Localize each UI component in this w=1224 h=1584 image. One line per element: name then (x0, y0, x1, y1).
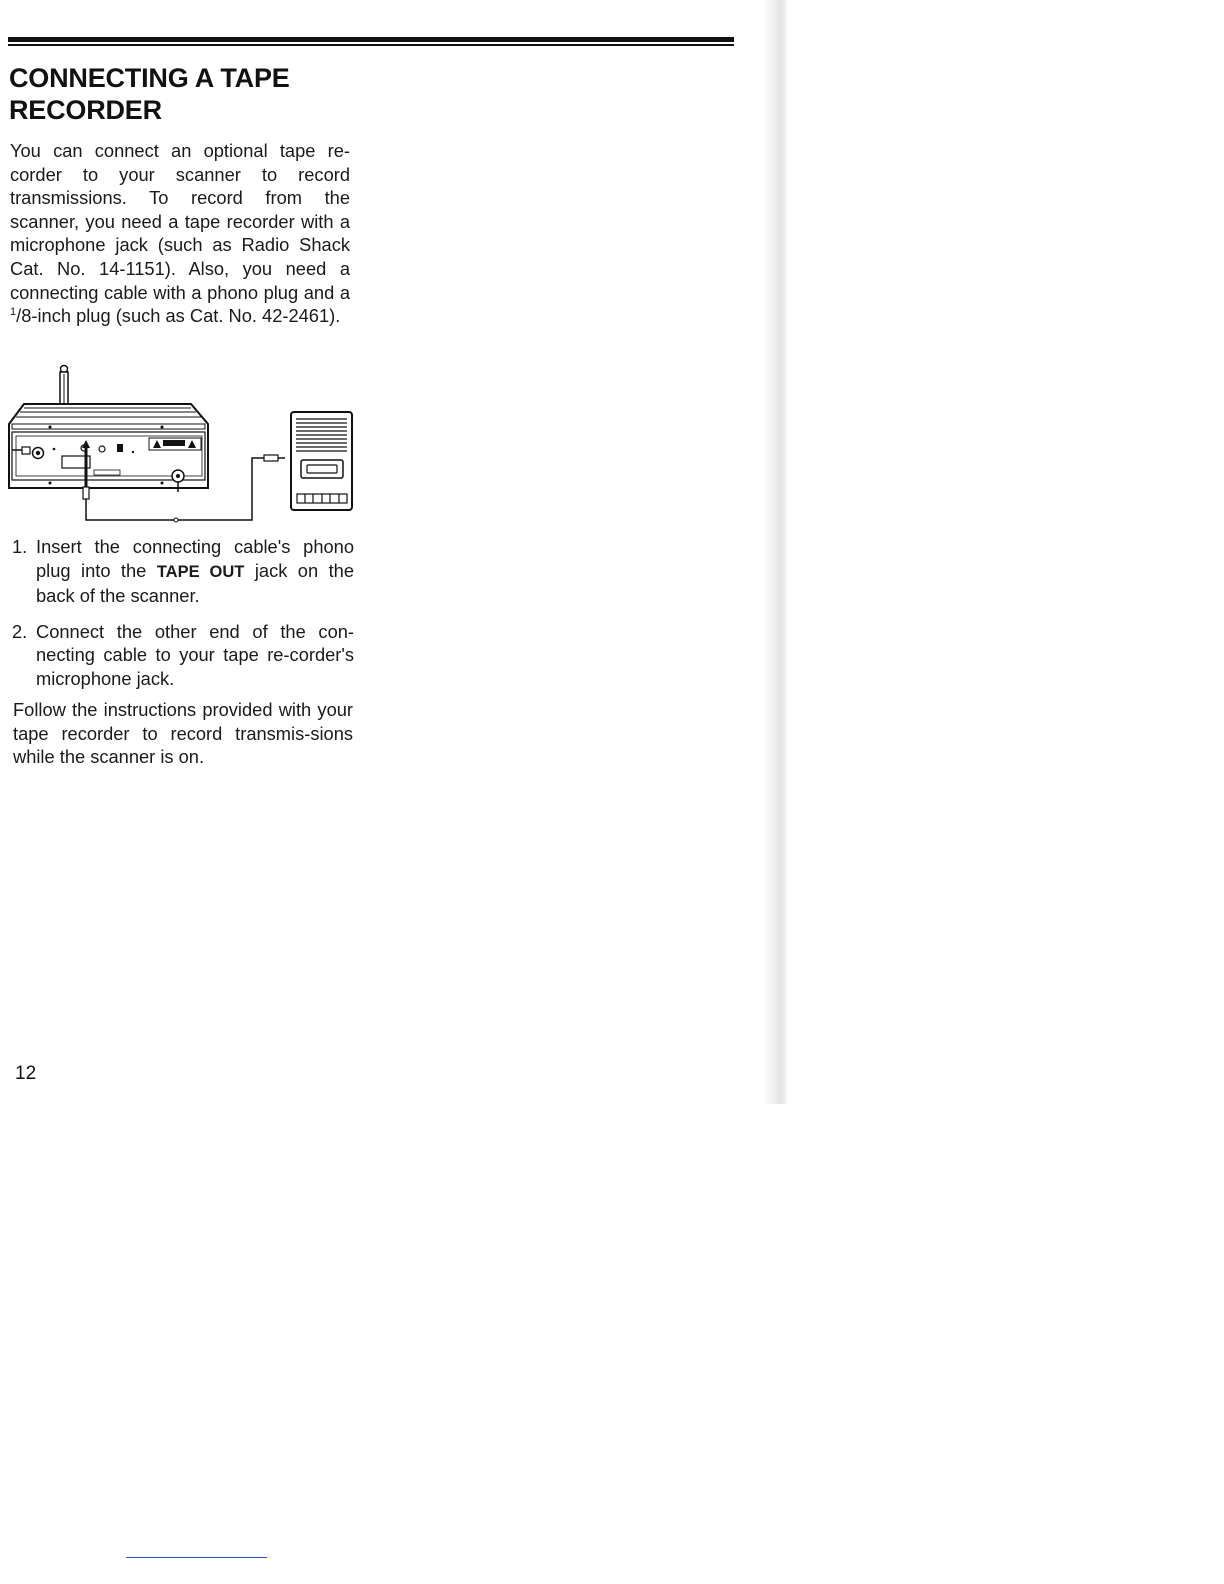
closing-paragraph: Follow the instructions provided with your tape recorder to record transmis-sions while the scanner is on. (13, 699, 353, 768)
step-number: 1. (12, 536, 28, 557)
page-edge-shadow (763, 0, 787, 1104)
tape-out-keyword: TAPE OUT (156, 562, 245, 581)
intro-text-part1: You can connect an optional tape re-corder to your scanner to record transmissions. To record from the scanner, you need a tape recorder with a microphone jack (such as Radio Shack Cat. No. 14-1151). Also, you need a connecting cable with a phono plug and a (10, 140, 350, 303)
section-heading: CONNECTING A TAPE RECORDER (9, 63, 290, 125)
instruction-steps (12, 535, 354, 703)
page-number: 12 (15, 1063, 37, 1084)
fraction-numerator: 1 (10, 306, 17, 319)
step-1 (12, 535, 354, 608)
step-text: Connect the other end of the con-necting cable to your tape re-corder's microphone jack. (36, 620, 354, 689)
scan-artifact-line (126, 1557, 267, 1558)
tape-recorder-icon (291, 412, 352, 510)
scanner-back-panel (9, 404, 208, 488)
header-rule-thick (8, 37, 734, 42)
step-2 (12, 620, 354, 691)
intro-text-part2: -inch plug (such as Cat. No. 42-2461). (31, 305, 341, 327)
connection-illustration (6, 362, 356, 528)
header-rule-thin (8, 44, 734, 46)
step-text: Insert the connecting cable's phono plug into the (36, 536, 354, 581)
step-number: 2. (12, 620, 28, 642)
intro-paragraph (10, 139, 350, 328)
step-text: jack on the back of the scanner. (36, 559, 354, 607)
fraction-denominator: /8 (16, 305, 32, 327)
